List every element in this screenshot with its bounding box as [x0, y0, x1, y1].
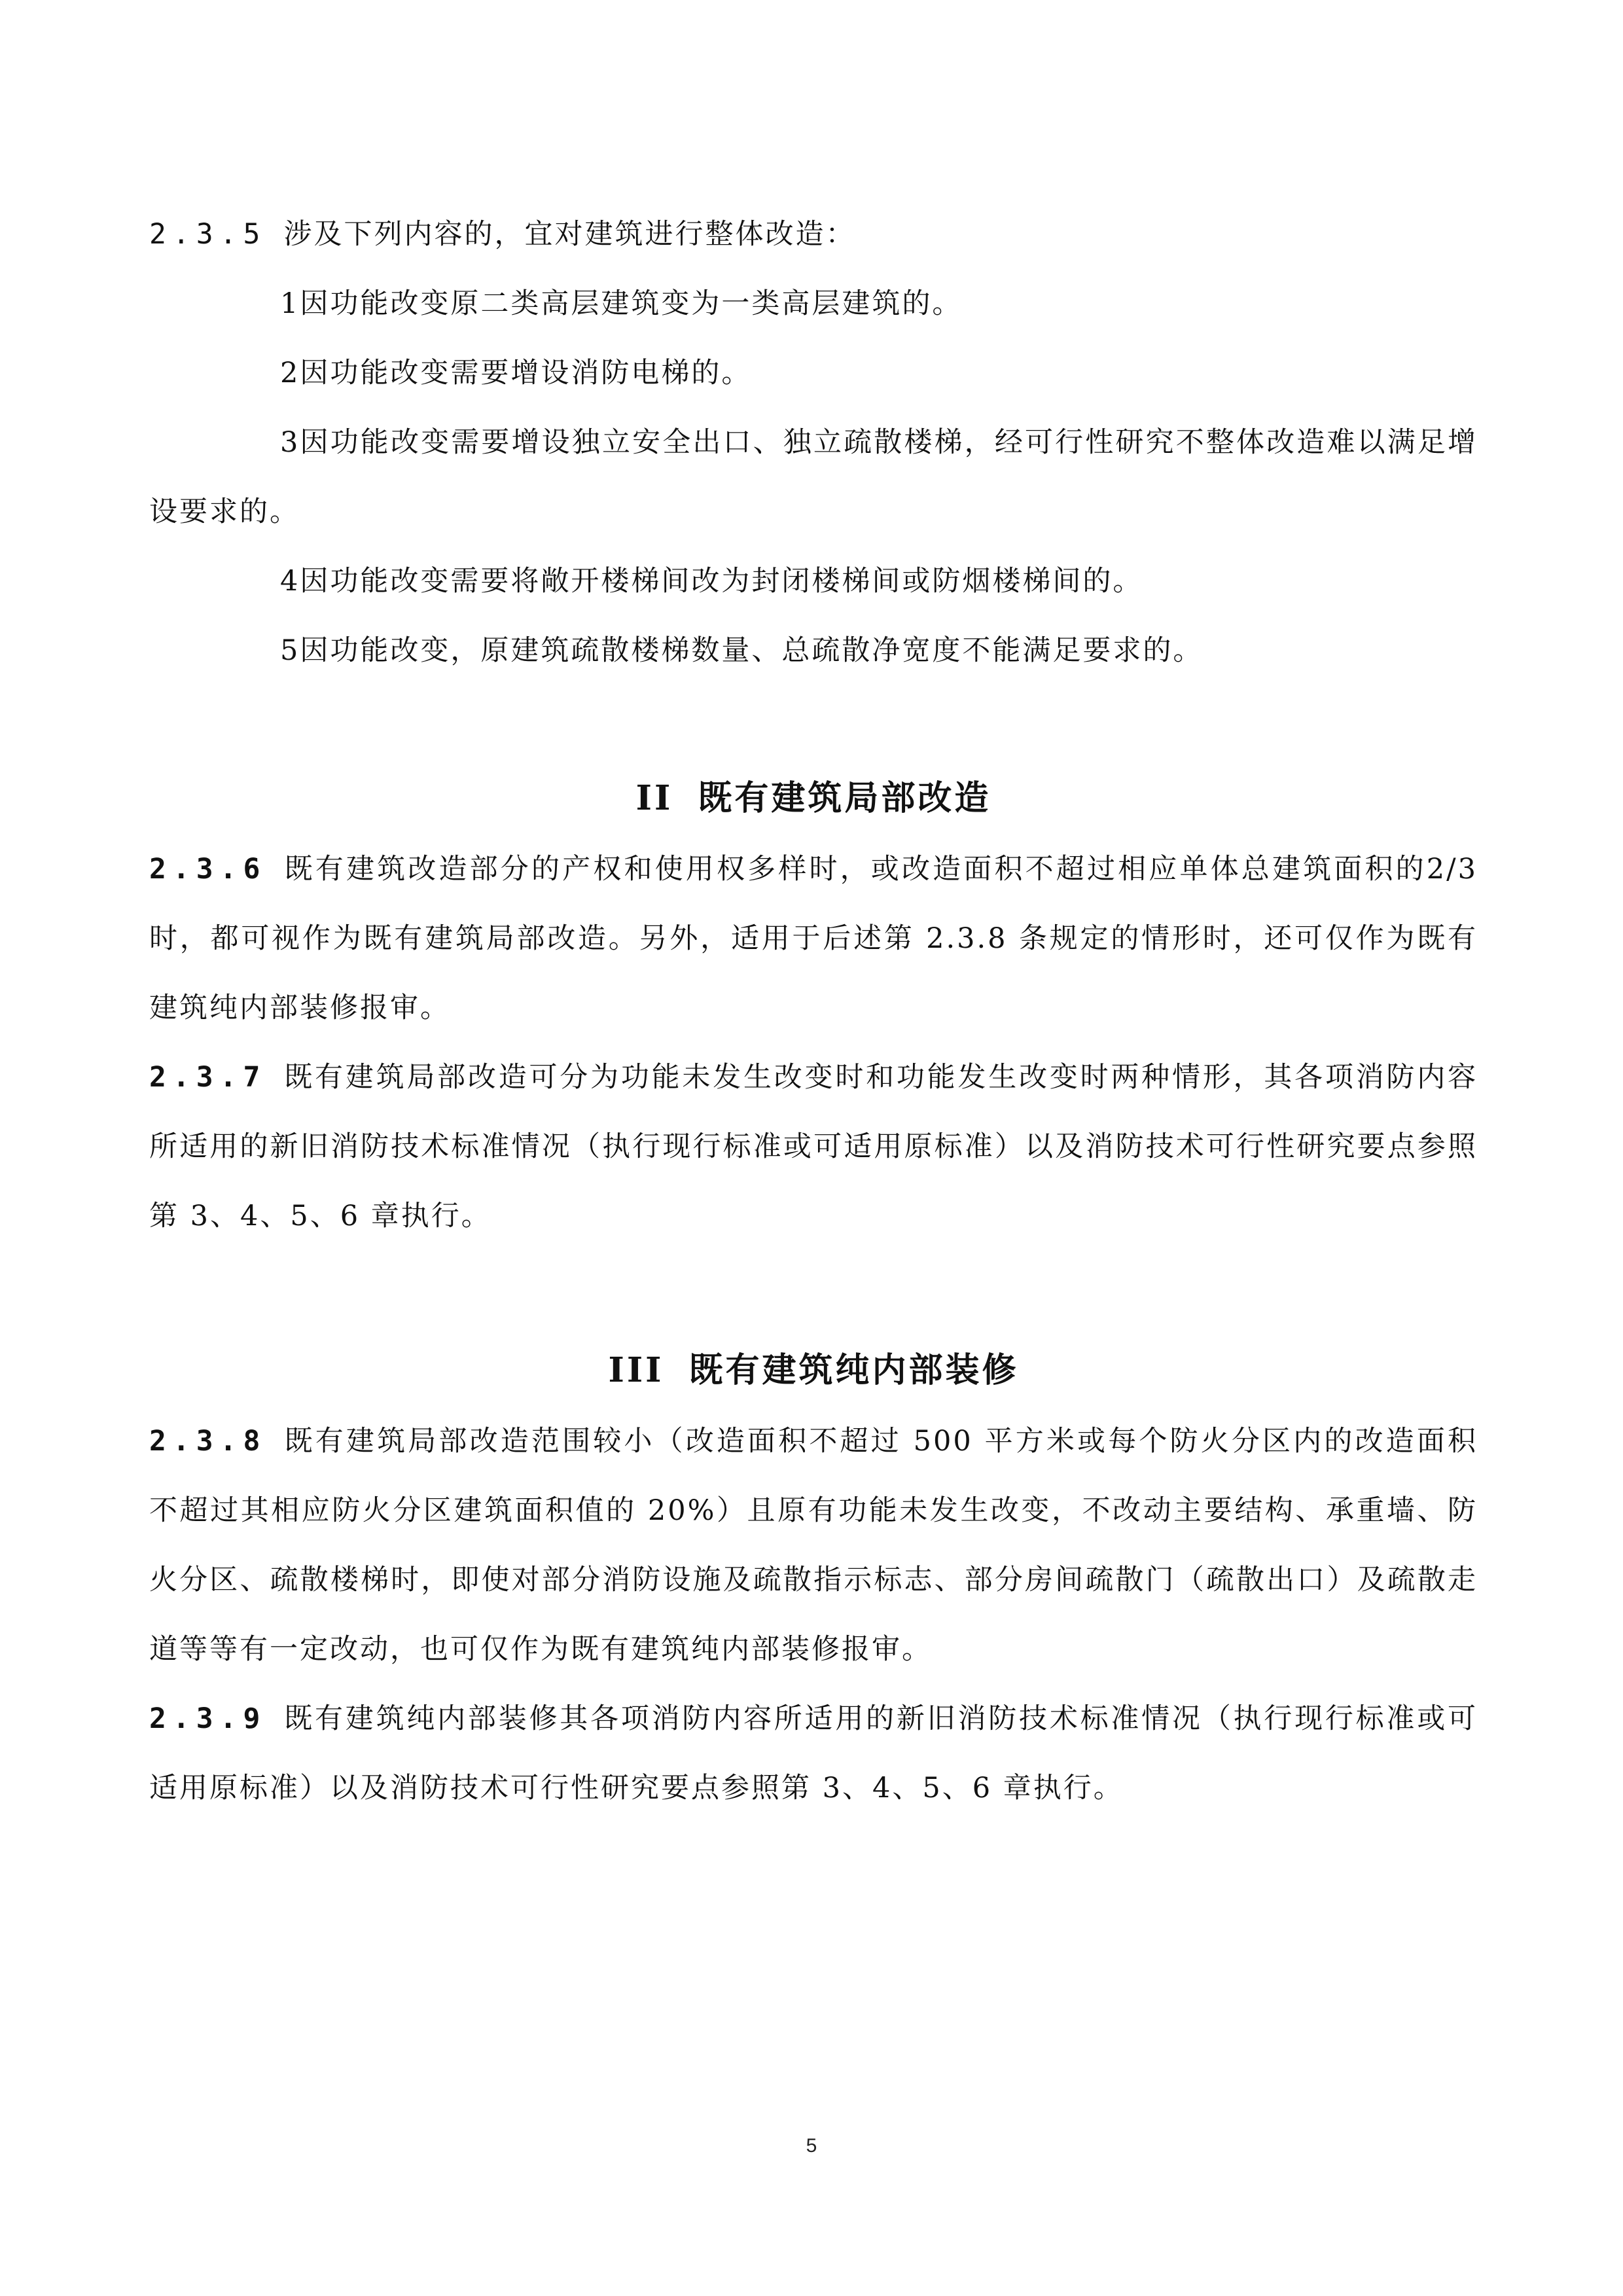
list-item-3	[149, 408, 1478, 547]
list-item-1	[149, 269, 1478, 338]
section-numeral: II	[635, 778, 673, 818]
page-number: 5	[806, 2135, 817, 2157]
clause-number: 2.3.7	[149, 1061, 267, 1094]
clause-number: 2.3.5	[149, 218, 267, 251]
section-title-text: 既有建筑局部改造	[698, 779, 991, 818]
item-number: 5	[280, 634, 300, 667]
clause-2-3-8	[149, 1407, 1478, 1684]
clause-2-3-7	[149, 1043, 1478, 1251]
list-item-5	[149, 616, 1478, 685]
page-content	[149, 200, 1478, 1823]
item-text: 因功能改变，原建筑疏散楼梯数量、总疏散净宽度不能满足要求的。	[300, 634, 1204, 667]
item-number: 4	[280, 565, 300, 598]
spacer	[149, 685, 1478, 762]
section-numeral: III	[608, 1350, 664, 1390]
spacer	[149, 1251, 1478, 1335]
clause-text: 涉及下列内容的，宜对建筑进行整体改造：	[283, 218, 856, 251]
clause-text: 既有建筑纯内部装修其各项消防内容所适用的新旧消防技术标准情况（执行现行标准或可适用原标准）以及消防技术可行性研究要点参照第 3、4、5、6 章执行。	[149, 1702, 1478, 1804]
item-text: 因功能改变需要增设消防电梯的。	[300, 357, 752, 389]
clause-2-3-6	[149, 834, 1478, 1043]
item-text: 因功能改变原二类高层建筑变为一类高层建筑的。	[300, 287, 963, 320]
clause-number: 2.3.9	[149, 1702, 267, 1735]
section-heading-2	[149, 762, 1478, 834]
clause-2-3-9	[149, 1684, 1478, 1823]
section-title-text: 既有建筑纯内部装修	[688, 1351, 1019, 1390]
clause-number: 2.3.6	[149, 853, 267, 886]
list-item-2	[149, 338, 1478, 408]
clause-number: 2.3.8	[149, 1425, 267, 1458]
section-heading-3	[149, 1335, 1478, 1407]
item-number: 1	[280, 287, 300, 320]
item-text: 因功能改变需要增设独立安全出口、独立疏散楼梯，经可行性研究不整体改造难以满足增设要求的。	[149, 426, 1478, 528]
clause-2-3-5	[149, 200, 1478, 269]
clause-text: 既有建筑改造部分的产权和使用权多样时，或改造面积不超过相应单体总建筑面积的2/3时，都可视作为既有建筑局部改造。另外，适用于后述第 2.3.8 条规定的情形时，还可仅作为既有建筑纯内部装修报审。	[149, 853, 1478, 1024]
list-item-4	[149, 547, 1478, 616]
clause-text: 既有建筑局部改造可分为功能未发生改变时和功能发生改变时两种情形，其各项消防内容所适用的新旧消防技术标准情况（执行现行标准或可适用原标准）以及消防技术可行性研究要点参照第 3、4、5、6 章执行。	[149, 1061, 1478, 1232]
item-number: 2	[280, 357, 300, 389]
item-text: 因功能改变需要将敞开楼梯间改为封闭楼梯间或防烟楼梯间的。	[300, 565, 1143, 598]
clause-text: 既有建筑局部改造范围较小（改造面积不超过 500 平方米或每个防火分区内的改造面积不超过其相应防火分区建筑面积值的 20%）且原有功能未发生改变，不改动主要结构、承重墙、防火分区、疏散楼梯时，即使对部分消防设施及疏散指示标志、部分房间疏散门（疏散出口）及疏散走道等等有一定改动，也可仅作为既有建筑纯内部装修报审。	[149, 1425, 1478, 1666]
item-number: 3	[280, 426, 300, 459]
